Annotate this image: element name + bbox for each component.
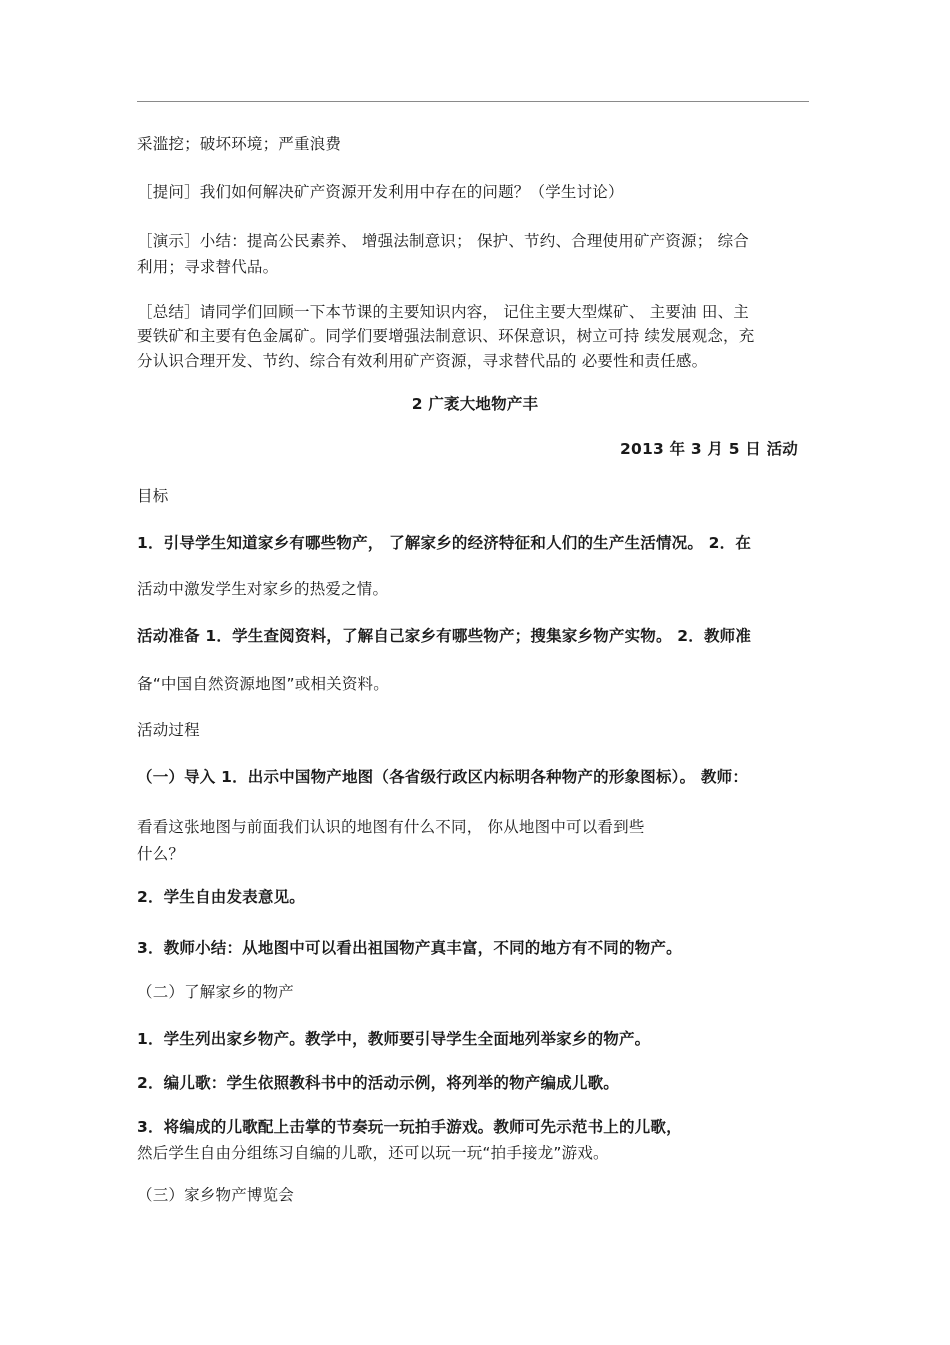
text-line: （一）导入 1．出示中国物产地图（各省级行政区内标明各种物产的形象图标）。 教师： xyxy=(137,768,749,786)
text-line: 1．学生列出家乡物产。教学中，教师要引导学生全面地列举家乡的物产。 xyxy=(137,1030,651,1048)
text-line: 采滥挖；破坏环境；严重浪费 xyxy=(137,135,342,153)
text-line: （三）家乡物产博览会 xyxy=(137,1186,295,1204)
text-line: ［总结］请同学们回顾一下本节课的主要知识内容， 记住主要大型煤矿、 主要油 田、主 xyxy=(137,303,749,321)
text-line: 3．将编成的儿歌配上击掌的节奏玩一玩拍手游戏。教师可先示范书上的儿歌， xyxy=(137,1118,682,1136)
text-line: 然后学生自由分组练习自编的儿歌，还可以玩一玩“拍手接龙”游戏。 xyxy=(137,1144,609,1162)
text-line: 2．编儿歌：学生依照教科书中的活动示例，将列举的物产编成儿歌。 xyxy=(137,1074,619,1092)
header-rule xyxy=(137,101,809,102)
text-line: 要铁矿和主要有色金属矿。同学们要增强法制意识、环保意识，树立可持 续发展观念，充 xyxy=(137,327,755,345)
text-line: 3．教师小结：从地图中可以看出祖国物产真丰富，不同的地方有不同的物产。 xyxy=(137,939,682,957)
text-line: 看看这张地图与前面我们认识的地图有什么不同， 你从地图中可以看到些 xyxy=(137,818,645,836)
text-line: 备“中国自然资源地图”或相关资料。 xyxy=(137,675,389,693)
text-line: 利用；寻求替代品。 xyxy=(137,258,279,276)
section-title: 2 广袤大地物产丰 xyxy=(411,395,539,413)
text-line: 2．学生自由发表意见。 xyxy=(137,888,305,906)
text-line: 分认识合理开发、节约、综合有效利用矿产资源，寻求替代品的 必要性和责任感。 xyxy=(137,352,708,370)
text-line: 什么？ xyxy=(137,845,185,863)
text-line: 1．引导学生知道家乡有哪些物产， 了解家乡的经济特征和人们的生产生活情况。 2．在 xyxy=(137,534,752,552)
text-line: ［提问］我们如何解决矿产资源开发利用中存在的问题？（学生讨论） xyxy=(137,183,624,201)
text-line: ［演示］小结：提高公民素养、 增强法制意识； 保护、节约、合理使用矿产资源； 综合 xyxy=(137,232,749,250)
text-line: 目标 xyxy=(137,487,169,505)
text-line: 活动中激发学生对家乡的热爱之情。 xyxy=(137,580,389,598)
text-line: 活动过程 xyxy=(137,721,200,739)
date-line: 2013 年 3 月 5 日 活动 xyxy=(620,440,798,458)
text-line: （二）了解家乡的物产 xyxy=(137,983,295,1001)
text-line: 活动准备 1．学生查阅资料，了解自己家乡有哪些物产；搜集家乡物产实物。 2．教师准 xyxy=(137,627,752,645)
